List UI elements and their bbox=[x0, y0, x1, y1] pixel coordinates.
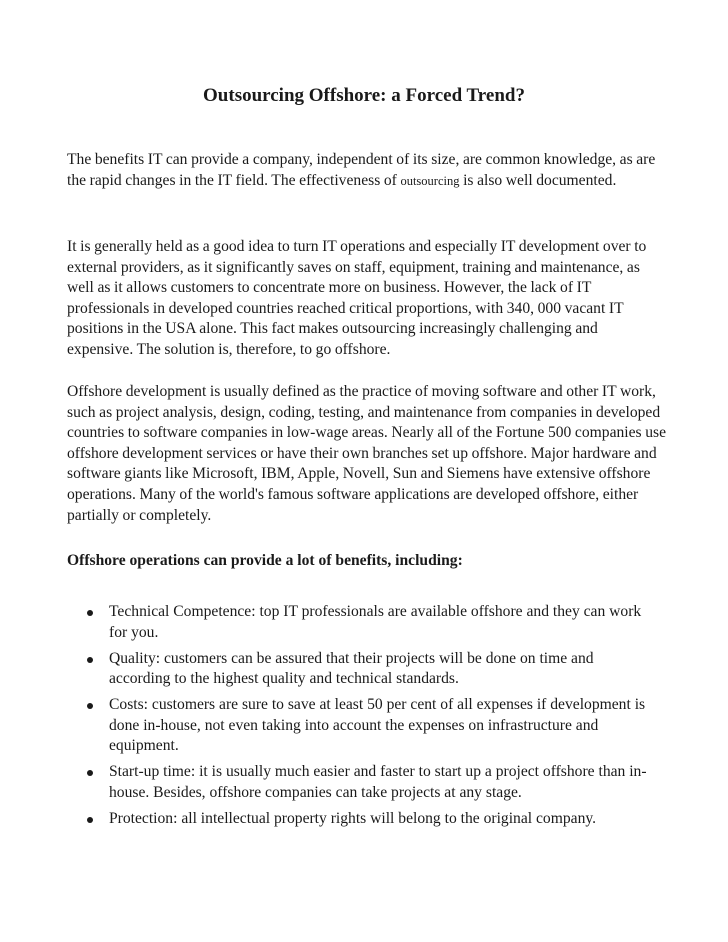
benefits-list bbox=[87, 602, 657, 835]
benefit-item-protection bbox=[87, 809, 657, 830]
bullet-icon bbox=[87, 610, 93, 616]
benefit-item-start-up-time bbox=[87, 762, 657, 803]
intro-paragraph bbox=[67, 150, 667, 191]
benefit-text: Quality: customers can be assured that their projects will be done on time and according to the highest quality and technical standards. bbox=[109, 649, 594, 687]
bullet-icon bbox=[87, 770, 93, 776]
bullet-icon bbox=[87, 657, 93, 663]
benefit-item-costs bbox=[87, 695, 657, 757]
benefits-heading: Offshore operations can provide a lot of benefits, including: bbox=[67, 552, 463, 569]
intro-text-start: The benefits IT can provide a company, independent of its size, are common knowledge, as are the rapid changes in the IT field. The effectiveness of bbox=[67, 151, 656, 189]
benefit-item-technical-competence bbox=[87, 602, 657, 643]
intro-text-end: is also well documented. bbox=[459, 171, 617, 189]
document-title: Outsourcing Offshore: a Forced Trend? bbox=[203, 85, 525, 106]
benefit-text: Costs: customers are sure to save at least 50 per cent of all expenses if development is done in-house, not even taking into account the expenses on infrastructure and equipment. bbox=[109, 696, 646, 754]
bullet-icon bbox=[87, 703, 93, 709]
benefit-text: Protection: all intellectual property rights will belong to the original company. bbox=[109, 809, 597, 827]
benefit-item-quality bbox=[87, 649, 657, 690]
bullet-icon bbox=[87, 817, 93, 823]
outsourcing-term: outsourcing bbox=[400, 173, 460, 188]
offshore-development-paragraph: Offshore development is usually defined as the practice of moving software and other IT work, such as project analysis, design, coding, testing, and maintenance from companies in developed countries to software companies in low-wage areas. Nearly all of the Fortune 500 companies use offshore development services or have their own branches set up offshore. Major hardware and software giants like Microsoft, IBM, Apple, Novell, Sun and Siemens have extensive offshore operations. Many of the world's famous software applications are developed offshore, either partially or completely. bbox=[67, 383, 666, 524]
benefit-text: Start-up time: it is usually much easier and faster to start up a project offshore than in-house. Besides, offshore companies can take projects at any stage. bbox=[109, 763, 647, 801]
benefit-text: Technical Competence: top IT professionals are available offshore and they can work for you. bbox=[109, 603, 642, 641]
it-development-paragraph: It is generally held as a good idea to turn IT operations and especially IT development over to external providers, as it significantly saves on staff, equipment, training and maintenance, as well as it allows customers to concentrate more on business. However, the lack of IT professionals in developed countries reached critical proportions, with 340, 000 vacant IT positions in the USA alone. This fact makes outsourcing increasingly challenging and expensive. The solution is, therefore, to go offshore. bbox=[67, 238, 647, 358]
